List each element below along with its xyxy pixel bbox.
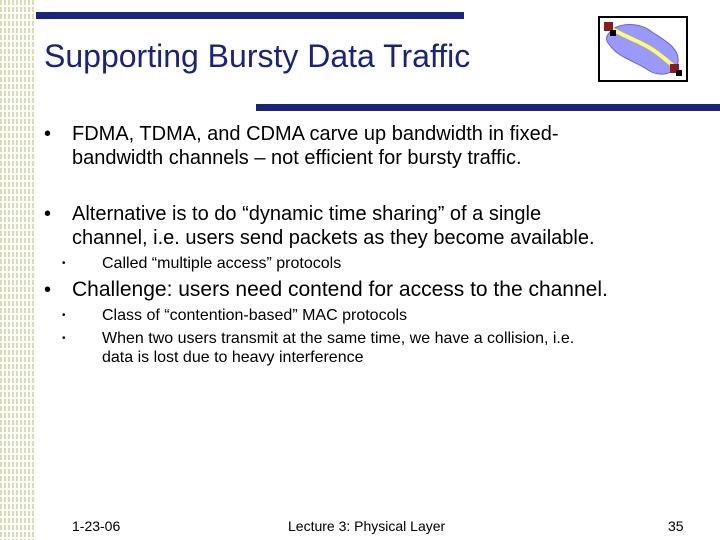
bullet-text-line: Alternative is to do “dynamic time sharing” of a single	[72, 203, 542, 225]
subbullet-marker: •	[62, 310, 66, 321]
footer-lecture: Lecture 3: Physical Layer	[288, 518, 446, 534]
bullet-text	[72, 202, 712, 250]
subbullet-text: Class of “contention-based” MAC protocols	[102, 307, 408, 324]
bullet-text-line: channel, i.e. users send packets as they become available.	[72, 227, 595, 249]
bullet-marker: •	[44, 123, 52, 145]
subbullet-text	[102, 329, 702, 367]
bullet-text-line: FDMA, TDMA, and CDMA carve up bandwidth in fixed-	[72, 123, 559, 145]
network-cloud-icon	[598, 16, 688, 82]
bullet-marker: •	[44, 279, 52, 301]
top-accent-bar	[36, 12, 464, 19]
slide-title: Supporting Bursty Data Traffic	[44, 38, 471, 74]
footer-page-number: 35	[668, 518, 684, 534]
bullet-marker: •	[44, 203, 52, 225]
footer-date: 1-23-06	[72, 518, 121, 534]
bullet-text: Challenge: users need contend for access to the channel.	[72, 278, 608, 301]
subbullet-text-line: When two users transmit at the same time, we have a collision, i.e.	[102, 330, 575, 347]
subbullet-text: Called “multiple access” protocols	[102, 255, 342, 272]
decorative-stripes-overlay	[0, 0, 36, 540]
title-accent-bar	[256, 104, 720, 111]
bullet-text	[72, 122, 712, 170]
subbullet-text-line: data is lost due to heavy interference	[102, 349, 364, 366]
subbullet-marker: •	[62, 333, 66, 344]
bullet-text-line: bandwidth channels – not efficient for bursty traffic.	[72, 147, 522, 169]
subbullet-marker: •	[62, 258, 66, 269]
